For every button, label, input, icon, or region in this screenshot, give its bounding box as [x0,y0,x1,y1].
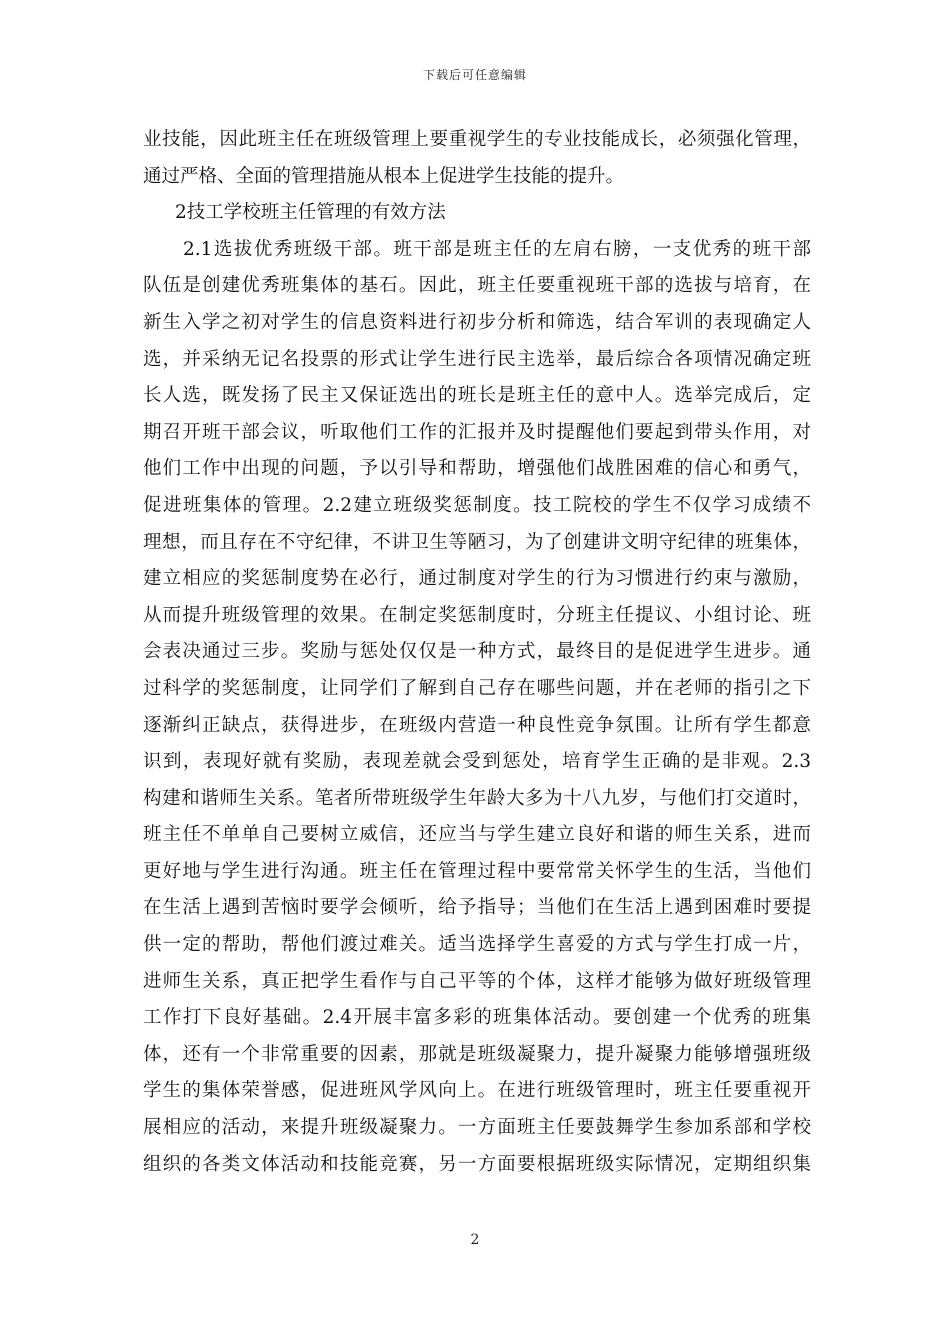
text-line: 他们工作中出现的问题，予以引导和帮助，增强他们战胜困难的信心和勇气， [143,458,811,480]
text-line: 过科学的奖惩制度，让同学们了解到自己存在哪些问题，并在老师的指引之下 [143,677,811,699]
text-line: 促进班集体的管理。2.2建立班级奖惩制度。技工院校的学生不仅学习成绩不 [143,494,811,516]
text-line: 逐渐纠正缺点，获得进步，在班级内营造一种良性竞争氛围。让所有学生都意 [143,714,811,736]
text-line: 班主任不单单自己要树立威信，还应当与学生建立良好和谐的师生关系，进而 [143,824,811,846]
text-line: 更好地与学生进行沟通。班主任在管理过程中要常常关怀学生的生活，当他们 [143,860,811,882]
text-line: 供一定的帮助，帮他们渡过难关。适当选择学生喜爱的方式与学生打成一片， [143,934,811,956]
text-line: 长人选，既发扬了民主又保证选出的班长是班主任的意中人。选举完成后，定 [143,385,811,407]
document-body [143,122,811,1183]
text-line: 选，并采纳无记名投票的形式让学生进行民主选举，最后综合各项情况确定班 [143,348,811,370]
text-line: 理想，而且存在不守纪律，不讲卫生等陋习，为了创建讲文明守纪律的班集体， [143,531,811,553]
text-line: 建立相应的奖惩制度势在必行，通过制度对学生的行为习惯进行约束与激励， [143,568,811,590]
text-line: 队伍是创建优秀班集体的基石。因此，班主任要重视班干部的选拔与培育，在 [143,275,811,297]
page-header: 下载后可任意编辑 [422,68,527,82]
text-line: 通过严格、全面的管理措施从根本上促进学生技能的提升。 [143,165,625,187]
text-line: 会表决通过三步。奖励与惩处仅仅是一种方式，最终目的是促进学生进步。通 [143,641,811,663]
text-line: 新生入学之初对学生的信息资料进行初步分析和筛选，结合军训的表现确定人 [143,311,811,333]
text-line: 业技能，因此班主任在班级管理上要重视学生的专业技能成长，必须强化管理， [143,129,811,150]
text-line: 体，还有一个非常重要的因素，那就是班级凝聚力，提升凝聚力能够增强班级 [143,1043,811,1065]
page-number: 2 [470,1232,480,1248]
text-line: 识到，表现好就有奖励，表现差就会受到惩处，培育学生正确的是非观。2.3 [143,751,811,773]
text-line: 构建和谐师生关系。笔者所带班级学生年龄大多为十八九岁，与他们打交道时， [143,787,811,809]
section-heading: 2技工学校班主任管理的有效方法 [175,202,446,224]
text-line: 展相应的活动，来提升班级凝聚力。一方面班主任要鼓舞学生参加系部和学校 [143,1117,811,1139]
text-line: 2.1选拔优秀班级干部。班干部是班主任的左肩右膀，一支优秀的班干部 [183,238,811,260]
text-line: 从而提升班级管理的效果。在制定奖惩制度时，分班主任提议、小组讨论、班 [143,604,811,626]
text-line: 组织的各类文体活动和技能竞赛，另一方面要根据班级实际情况，定期组织集 [143,1153,811,1175]
text-line: 学生的集体荣誉感，促进班风学风向上。在进行班级管理时，班主任要重视开 [143,1080,811,1102]
text-line: 进师生关系，真正把学生看作与自己平等的个体，这样才能够为做好班级管理 [143,970,811,992]
text-line: 在生活上遇到苦恼时要学会倾听，给予指导；当他们在生活上遇到困难时要提 [143,897,811,919]
text-line: 期召开班干部会议，听取他们工作的汇报并及时提醒他们要起到带头作用，对 [143,421,811,443]
text-line: 工作打下良好基础。2.4开展丰富多彩的班集体活动。要创建一个优秀的班集 [143,1007,811,1029]
